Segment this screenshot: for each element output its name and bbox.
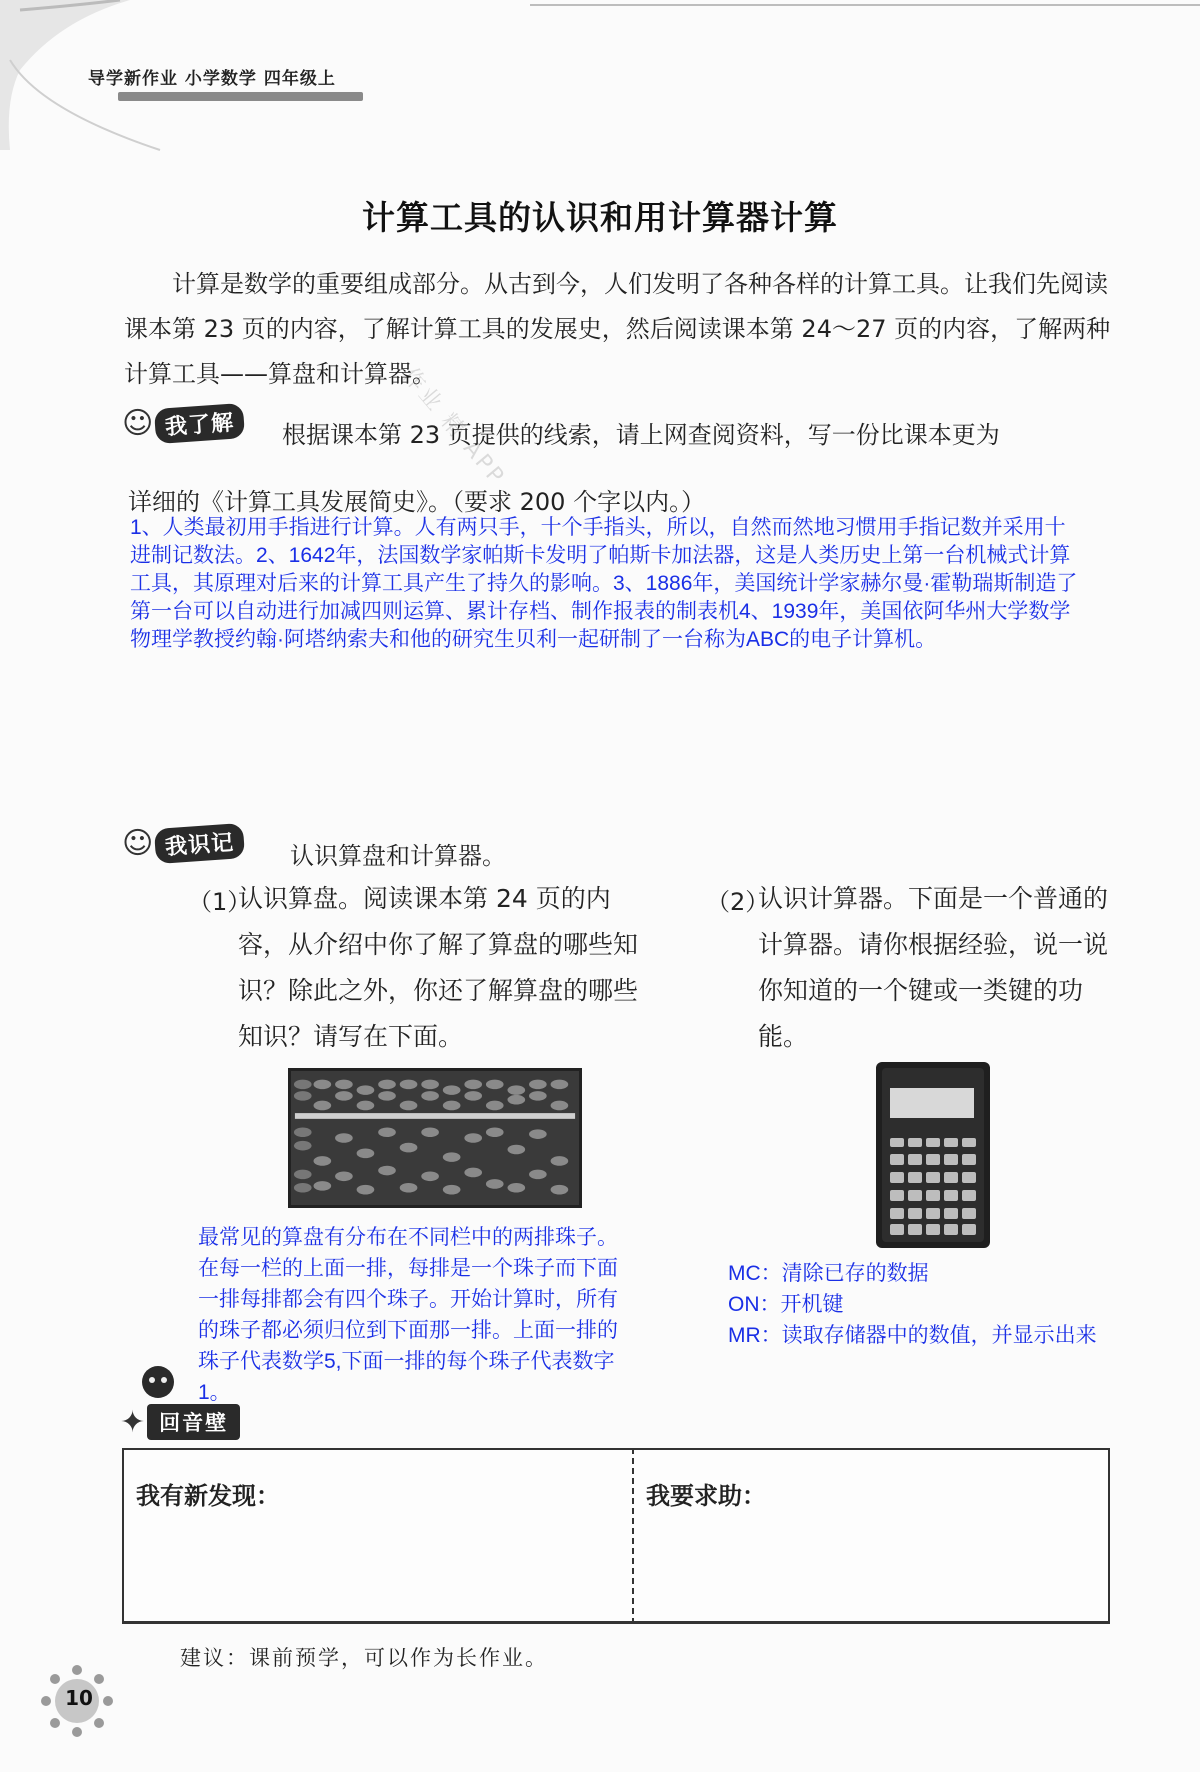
section-wo-shiji	[122, 826, 244, 861]
section1-instruction-cont: 详细的《计算工具发展简史》。（要求 200 个字以内。）	[128, 488, 706, 516]
calculator-answer-line: MC：清除已存的数据	[728, 1262, 929, 1285]
ask-help-label: 我要求助：	[646, 1482, 766, 1510]
section-badge: 回音壁	[147, 1404, 240, 1440]
page-title: 计算工具的认识和用计算器计算	[362, 198, 838, 237]
echo-wall-box	[122, 1448, 1110, 1624]
history-answer: 1、人类最初用手指进行计算。人有两只手，十个手指头，所以，自然而然地习惯用手指记数并采用十进制记数法。2、1642年，法国数学家帕斯卡发明了帕斯卡加法器，这是人类历史上第一台机械式计算工具，其原理对后来的计算工具产生了持久的影响。3、1886年，美国统计学家赫尔曼·霍勒瑞斯制造了第一台可以自动进行加减四则运算、累计存档、制作报表的制表机4、1939年，美国依阿华州大学数学物理学教授约翰·阿塔纳索夫和他的研究生贝利一起研制了一台称为ABC的电子计算机。	[130, 516, 1078, 651]
abacus-image	[288, 1068, 582, 1208]
section2-instruction: 认识算盘和计算器。	[290, 842, 506, 870]
monkey-icon	[136, 1358, 180, 1402]
calculator-answer	[728, 1258, 1168, 1351]
book-title: 导学新作业 小学数学 四年级上	[88, 69, 336, 89]
section1-instruction: 根据课本第 23 页提供的线索，请上网查阅资料，写一份比课本更为	[282, 421, 1000, 449]
suggestion-note: 建议：课前预学，可以作为长作业。	[180, 1646, 548, 1670]
page-number: 10	[65, 1686, 93, 1710]
watermark: 作业 精 APP	[397, 363, 510, 491]
stick-figure-icon: ☺	[122, 826, 154, 861]
section-wo-liaojie	[122, 406, 244, 441]
top-rule	[530, 4, 1200, 6]
section-huiyinbi	[120, 1404, 240, 1440]
abacus-answer: 最常见的算盘有分布在不同栏中的两排珠子。在每一栏的上面一排，每排是一个珠子而下面一排每排都会有四个珠子。开始计算时，所有的珠子都必须归位到下面那一排。上面一排的珠子代表数学5,下面一排的每个珠子代表数字1。	[198, 1226, 618, 1404]
calculator-answer-line: MR：读取存储器中的数值，并显示出来	[728, 1324, 1097, 1347]
intro-paragraph: 计算是数学的重要组成部分。从古到今，人们发明了各种各样的计算工具。让我们先阅读课本第 23 页的内容，了解计算工具的发展史，然后阅读课本第 24～27 页的内容，了解两种计算工具——算盘和计算器。	[124, 270, 1111, 388]
section-badge: 我了解	[154, 403, 245, 444]
header-bar	[118, 92, 363, 101]
calculator-answer-line: ON：开机键	[728, 1293, 844, 1316]
section-badge: 我识记	[154, 823, 245, 864]
question1-text: 认识算盘。阅读课本第 24 页的内容，从介绍中你了解了算盘的哪些知识？除此之外，你还了解算盘的哪些知识？请写在下面。	[238, 884, 639, 1051]
question1-number: （1）	[188, 888, 252, 916]
echo-wall-divider	[632, 1448, 634, 1624]
question2-text: 认识计算器。下面是一个普通的计算器。请你根据经验，说一说你知道的一个键或一类键的功能。	[758, 884, 1109, 1051]
question2-number: （2）	[706, 888, 770, 916]
stick-figure-icon: ☺	[122, 406, 154, 441]
calculator-image	[876, 1062, 990, 1248]
new-discovery-label: 我有新发现：	[136, 1482, 280, 1510]
stick-figure-icon: ✦	[120, 1404, 146, 1440]
